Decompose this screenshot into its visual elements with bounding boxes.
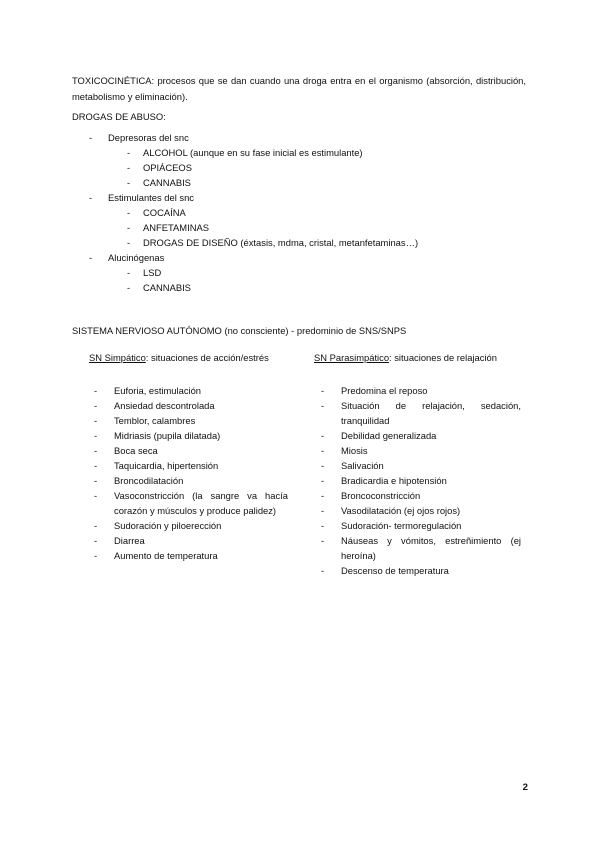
effect-text: Boca seca xyxy=(114,445,158,456)
category-label: Alucinógenas xyxy=(108,252,165,263)
effect-text: Vasodilatación (ej ojos rojos) xyxy=(341,505,461,516)
list-dash: - xyxy=(94,415,98,426)
effect-text: Midriasis (pupila dilatada) xyxy=(114,430,221,441)
list-item xyxy=(108,160,538,175)
effect-text: Temblor, calambres xyxy=(114,415,196,426)
list-dash: - xyxy=(321,535,325,546)
effect-text: Sudoración y piloerección xyxy=(114,520,222,531)
sympathetic-list xyxy=(94,383,288,563)
list-item xyxy=(94,518,288,533)
category-item-alucinogenas xyxy=(89,250,538,265)
category-item-depresoras xyxy=(89,130,538,145)
list-dash: - xyxy=(321,490,325,501)
list-dash: - xyxy=(89,192,93,203)
list-item xyxy=(321,383,521,398)
effect-text: Diarrea xyxy=(114,535,145,546)
drug-category-list xyxy=(89,130,538,295)
list-dash: - xyxy=(94,460,98,471)
list-item xyxy=(94,398,288,413)
effect-text: Bradicardia e hipotensión xyxy=(341,475,447,486)
list-dash: - xyxy=(321,565,325,576)
effect-text: Taquicardia, hipertensión xyxy=(114,460,219,471)
list-dash: - xyxy=(94,475,98,486)
category-label: Depresoras del snc xyxy=(108,132,189,143)
category-item-estimulantes xyxy=(89,190,538,205)
drug-name: CANNABIS xyxy=(143,282,191,293)
parasympathetic-desc: : situaciones de relajación xyxy=(389,352,497,363)
list-item xyxy=(108,205,538,220)
drugs-heading: DROGAS DE ABUSO: xyxy=(72,111,166,122)
list-item xyxy=(94,533,288,548)
list-dash: - xyxy=(321,445,325,456)
list-item xyxy=(321,398,521,428)
effect-text: Euforia, estimulación xyxy=(114,385,202,396)
drug-name: DROGAS DE DISEÑO (éxtasis, mdma, cristal, metanfetaminas…) xyxy=(143,237,419,248)
effect-text: Predomina el reposo xyxy=(341,385,428,396)
list-item xyxy=(321,563,521,578)
parasympathetic-list xyxy=(321,383,521,578)
list-dash: - xyxy=(321,430,325,441)
list-dash: - xyxy=(127,162,131,173)
parasympathetic-name: SN Parasimpático xyxy=(314,352,390,363)
effect-text: Ansiedad descontrolada xyxy=(114,400,215,411)
list-dash: - xyxy=(127,222,131,233)
effect-text: Vasoconstricción (la sangre va hacía corazón y músculos y produce palidez) xyxy=(114,490,288,516)
list-dash: - xyxy=(127,177,131,188)
list-dash: - xyxy=(94,445,98,456)
list-item xyxy=(94,473,288,488)
list-item xyxy=(94,413,288,428)
list-dash: - xyxy=(127,267,131,278)
list-item xyxy=(94,443,288,458)
list-dash: - xyxy=(89,252,93,263)
list-dash: - xyxy=(94,490,98,501)
list-dash: - xyxy=(94,520,98,531)
effect-text: Náuseas y vómitos, estreñimiento (ej heroína) xyxy=(341,535,521,561)
list-item xyxy=(321,518,521,533)
page-number: 2 xyxy=(522,782,528,793)
effect-text: Salivación xyxy=(341,460,384,471)
list-dash: - xyxy=(94,535,98,546)
list-dash: - xyxy=(127,282,131,293)
drug-name: ALCOHOL (aunque en su fase inicial es estimulante) xyxy=(143,147,363,158)
list-dash: - xyxy=(94,385,98,396)
drug-name: ANFETAMINAS xyxy=(143,222,209,233)
list-item xyxy=(321,503,521,518)
list-dash: - xyxy=(89,132,93,143)
drug-name: COCAÍNA xyxy=(143,207,186,218)
drug-name: LSD xyxy=(143,267,162,278)
sna-heading: SISTEMA NERVIOSO AUTÓNOMO (no consciente) - predominio de SNS/SNPS xyxy=(72,325,407,336)
list-dash: - xyxy=(127,207,131,218)
list-dash: - xyxy=(321,400,325,411)
list-dash: - xyxy=(94,550,98,561)
list-item xyxy=(321,473,521,488)
list-item xyxy=(94,488,288,518)
drug-name: CANNABIS xyxy=(143,177,191,188)
sympathetic-heading xyxy=(89,351,269,365)
list-item xyxy=(321,488,521,503)
list-item xyxy=(108,145,538,160)
list-dash: - xyxy=(94,430,98,441)
category-label: Estimulantes del snc xyxy=(108,192,194,203)
list-dash: - xyxy=(321,475,325,486)
list-item xyxy=(321,443,521,458)
effect-text: Broncoconstricción xyxy=(341,490,421,501)
list-item xyxy=(321,533,521,563)
list-item xyxy=(108,220,538,235)
list-item xyxy=(94,383,288,398)
list-dash: - xyxy=(321,460,325,471)
list-item xyxy=(94,428,288,443)
effect-text: Debilidad generalizada xyxy=(341,430,437,441)
list-item xyxy=(321,458,521,473)
intro-paragraph xyxy=(72,73,526,105)
list-dash: - xyxy=(127,237,131,248)
list-item xyxy=(108,175,538,190)
list-item xyxy=(108,280,538,295)
effect-text: Aumento de temperatura xyxy=(114,550,218,561)
list-item xyxy=(321,428,521,443)
list-item xyxy=(108,265,538,280)
drug-name: OPIÁCEOS xyxy=(143,162,192,173)
effect-text: Sudoración- termoregulación xyxy=(341,520,462,531)
list-item xyxy=(94,458,288,473)
list-dash: - xyxy=(127,147,131,158)
list-dash: - xyxy=(321,505,325,516)
sympathetic-desc: : situaciones de acción/estrés xyxy=(145,352,269,363)
list-item xyxy=(94,548,288,563)
effect-text: Miosis xyxy=(341,445,368,456)
list-dash: - xyxy=(321,385,325,396)
list-dash: - xyxy=(94,400,98,411)
intro-term: TOXICOCINÉTICA: xyxy=(72,75,155,86)
sympathetic-name: SN Simpático xyxy=(89,352,146,363)
effect-text: Situación de relajación, sedación, tranquilidad xyxy=(341,400,521,426)
effect-text: Broncodilatación xyxy=(114,475,184,486)
parasympathetic-heading xyxy=(314,351,497,365)
intro-text: procesos que se dan cuando una droga entra en el organismo (absorción, distribución, metabolismo y eliminación). xyxy=(72,75,526,102)
list-dash: - xyxy=(321,520,325,531)
effect-text: Descenso de temperatura xyxy=(341,565,449,576)
list-item xyxy=(108,235,538,250)
